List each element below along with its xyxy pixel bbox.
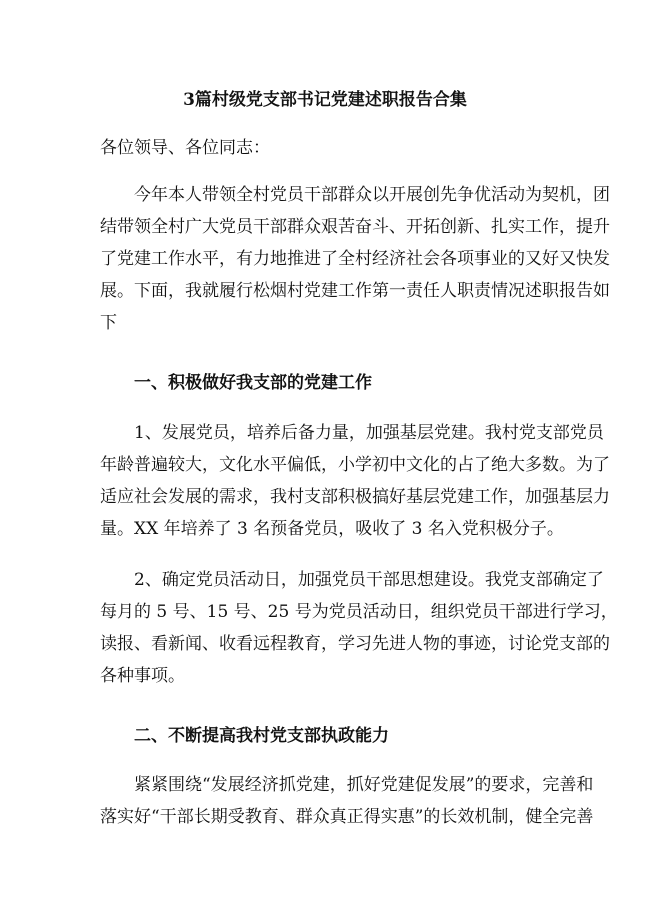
intro-line-1: 今年本人带领全村党员干部群众以开展创先争优活动为契机，团 [134,185,610,205]
s1p2-line-1: 2、确定党员活动日，加强党员干部思想建设。我党支部确定了 [134,570,604,590]
intro-line-5: 下 [100,313,117,333]
s1p2-line-4: 各种事项。 [100,666,185,686]
s2p1-line-2: 落实好“干部长期受教育、群众真正得实惠”的长效机制，健全完善 [100,807,594,827]
section-2-heading: 二、不断提高我村党支部执政能力 [134,726,389,746]
s1p1-line-4: 量。XX 年培养了 3 名预备党员，吸收了 3 名入党积极分子。 [100,519,564,539]
s1p1-line-3: 适应社会发展的需求，我村支部积极搞好基层党建工作，加强基层力 [100,487,610,507]
s1p2-line-2: 每月的 5 号、15 号、25 号为党员活动日，组织党员干部进行学习， [100,602,618,622]
s1p1-line-2: 年龄普遍较大，文化水平偏低，小学初中文化的占了绝大多数。为了 [100,455,610,475]
intro-line-2: 结带领全村广大党员干部群众艰苦奋斗、开拓创新、扎实工作，提升 [100,217,610,237]
s1p2-line-3: 读报、看新闻、收看远程教育，学习先进人物的事迹，讨论党支部的 [100,634,610,654]
intro-line-3: 了党建工作水平，有力地推进了全村经济社会各项事业的又好又快发 [100,249,610,269]
section-1-heading: 一、积极做好我支部的党建工作 [134,373,372,393]
greeting: 各位领导、各位同志： [100,138,270,158]
s1p1-line-1: 1、发展党员，培养后备力量，加强基层党建。我村党支部党员 [134,423,604,443]
s2p1-line-1: 紧紧围绕“发展经济抓党建，抓好党建促发展”的要求，完善和 [134,775,594,795]
document-title: 3篇村级党支部书记党建述职报告合集 [183,90,467,110]
intro-line-4: 展。下面，我就履行松烟村党建工作第一责任人职责情况述职报告如 [100,281,610,301]
